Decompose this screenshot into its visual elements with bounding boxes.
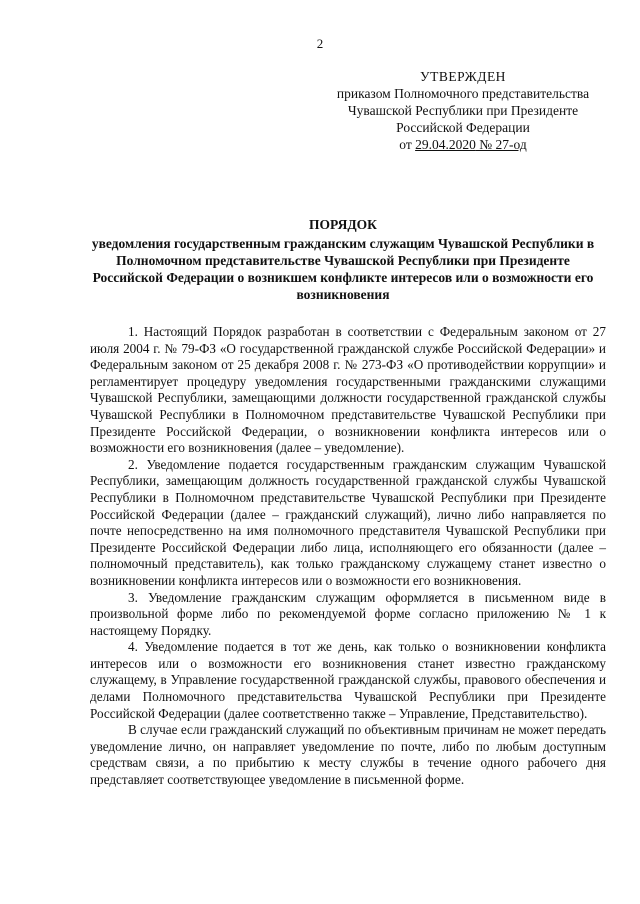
approval-line: Российской Федерации [396,120,530,135]
approval-heading: УТВЕРЖДЕН [420,69,506,84]
approval-stamp-block [318,68,608,153]
order-number: 27-од [495,137,527,152]
paragraph-2: 2. Уведомление подается государственным гражданским служащим Чувашской Республики, замещающим должность государственной гражданской службы Чувашской Республики в Полномочном представительстве Чувашской Республики при Президенте Российской Федерации (далее – гражданский служащий), лично либо направляется по почте непосредственно на имя полномочного представителя Чувашской Республики при Президенте Российской Федерации либо лица, исполняющего его обязанности (далее – полномочный представитель), как только гражданскому служащему станет известно о возникновении конфликта интересов или о возможности его возникновения. [90,456,606,588]
order-number-label: № [475,137,496,152]
order-reference [318,136,608,153]
document-body [90,324,606,789]
paragraph-5: В случае если гражданский служащий по объективным причинам не может передать уведомление лично, он направляет уведомление по почте, либо по любым доступным средствам связи, а по прибытию к месту службы в течение одного рабочего дня представляет соответствующее уведомление в письменной форме. [90,722,606,788]
paragraph-1: 1. Настоящий Порядок разработан в соответствии с Федеральным законом от 27 июля 2004 г. № 79-ФЗ «О государственной гражданской службе Российской Федерации» и Федеральным законом от 25 декабря 2008 г. № 273-ФЗ «О противодействии коррупции» и регламентирует процедуру уведомления государственными гражданскими служащими Чувашской Республики, замещающими должности государственной гражданской службы Чувашской Республики в Полномочном представительстве Чувашской Республики при Президенте Российской Федерации, о возникновении конфликта интересов или о возможности его возникновения (далее – уведомление). [90,324,606,456]
order-prefix: от [399,137,416,152]
paragraph-4: 4. Уведомление подается в тот же день, как только о возникновении конфликта интересов или о возможности его возникновения станет известно гражданскому служащему, в Управление государственной гражданской службы, правового обеспечения и делами Полномочного представительства Чувашской Республики при Президенте Российской Федерации (далее соответственно также – Управление, Представительство). [90,639,606,721]
page-number: 2 [316,36,324,51]
document-subtitle: уведомления государственным гражданским служащим Чувашской Республики в Полномочном представительстве Чувашской Республики при Президенте Российской Федерации о возникшем конфликте интересов или о возможности его возникновения [91,236,595,302]
document-title-block [80,216,606,303]
order-date: 29.04.2020 [415,137,476,152]
paragraph-3: 3. Уведомление гражданским служащим оформляется в письменном виде в произвольной форме либо по рекомендуемой форме согласно приложению № 1 к настоящему Порядку. [90,589,606,638]
document-title: ПОРЯДОК [309,217,377,232]
approval-line: Чувашской Республики при Президенте [347,103,579,118]
approval-line: приказом Полномочного представительства [336,86,590,101]
